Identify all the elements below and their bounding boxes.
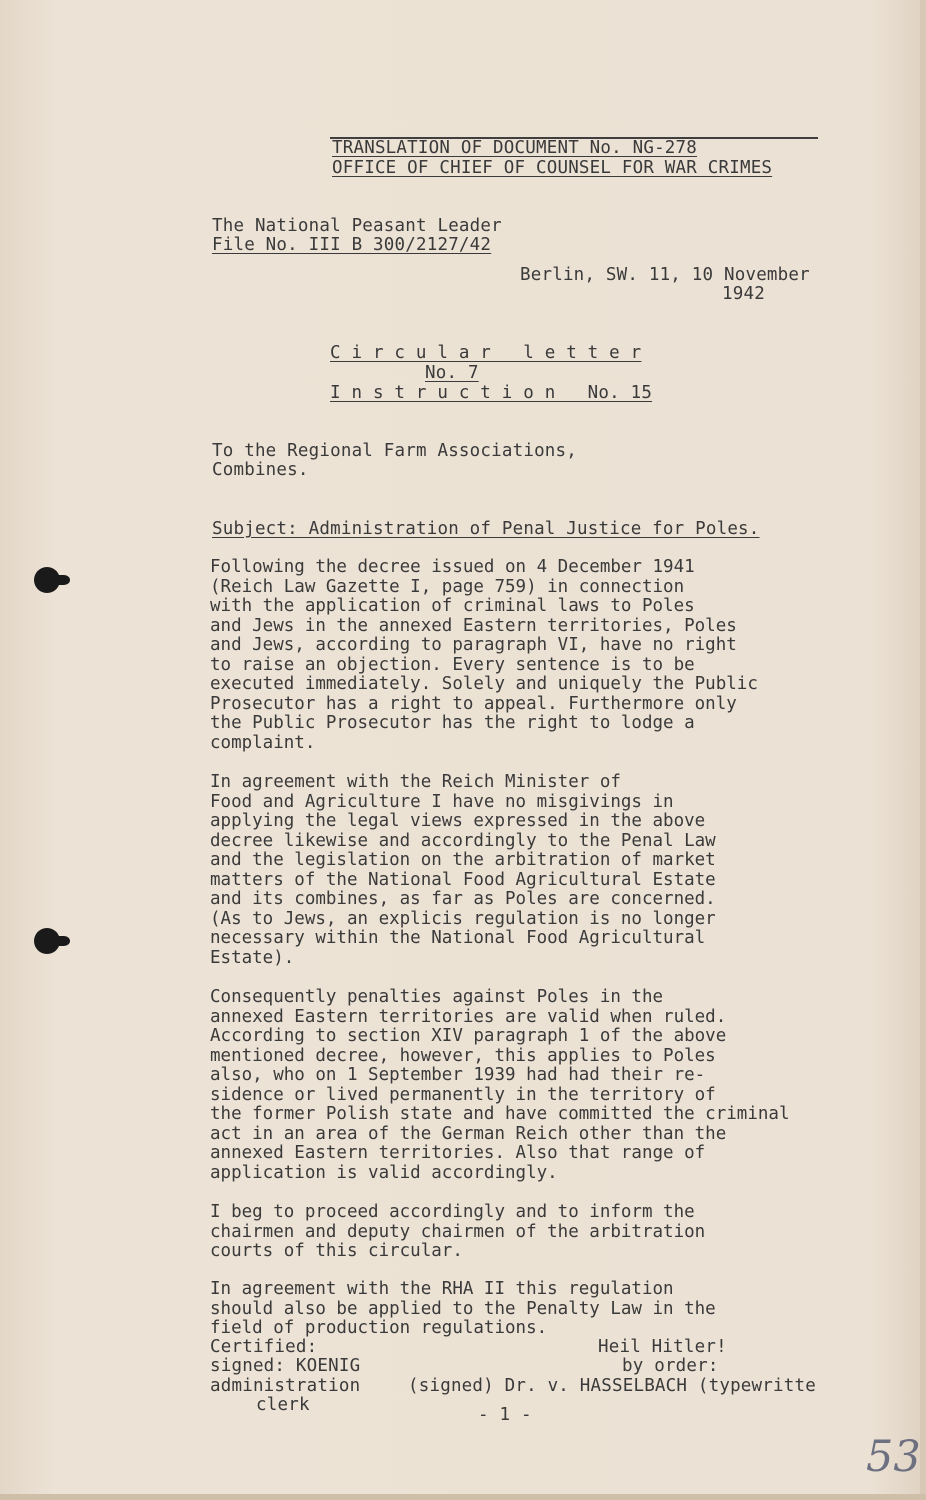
sender-line-1: The National Peasant Leader: [212, 216, 502, 236]
place-date-line-2: 1942: [722, 284, 765, 304]
punch-hole-bottom: [34, 928, 60, 954]
place-date-line-1: Berlin, SW. 11, 10 November: [520, 265, 810, 285]
by-order: by order:: [622, 1356, 719, 1376]
page-marker: - 1 -: [478, 1405, 532, 1425]
certified-label: Certified:: [210, 1337, 318, 1357]
title-number: No. 7: [425, 363, 479, 383]
body-paragraph-4: I beg to proceed accordingly and to inform the chairmen and deputy chairmen of the arbitration courts of this circular.: [210, 1202, 706, 1261]
clerk-role-line-2: clerk: [256, 1395, 310, 1415]
title-circular-letter: C i r c u l a r l e t t e r: [330, 343, 642, 363]
subject-line: Subject: Administration of Penal Justice for Poles.: [212, 519, 760, 539]
punch-hole-top: [34, 567, 60, 593]
signer-line: (signed) Dr. v. HASSELBACH (typewritte: [408, 1376, 816, 1396]
clerk-role-line-1: administration: [210, 1376, 361, 1396]
body-paragraph-3: Consequently penalties against Poles in the annexed Eastern territories are valid when ruled. According to section XIV paragraph 1 of the above mentioned decree, however, this applies to Poles also, who on 1 September 1939 had had their re- sidence or lived permanently in the territory of the former Polish state and have committed the criminal act in an area of the German Reich other than the annexed Eastern territories. Also that range of application is valid accordingly.: [210, 987, 790, 1183]
signed-koenig: signed: KOENIG: [210, 1356, 361, 1376]
salute: Heil Hitler!: [598, 1337, 727, 1357]
recipient-line-1: To the Regional Farm Associations,: [212, 441, 578, 461]
recipient-line-2: Combines.: [212, 460, 309, 480]
title-instruction: I n s t r u c t i o n No. 15: [330, 383, 653, 403]
page-edge-right: [920, 0, 926, 1500]
header-line-1: TRANSLATION OF DOCUMENT No. NG-278: [332, 138, 698, 158]
header-line-2: OFFICE OF CHIEF OF COUNSEL FOR WAR CRIMES: [332, 158, 773, 178]
body-paragraph-2: In agreement with the Reich Minister of Food and Agriculture I have no misgivings in applying the legal views expressed in the above decree likewise and accordingly to the Penal Law and the legislation on the arbitration of market matters of the National Food Agricultural Estate and its combines, as far as Poles are concerned. (As to Jews, an explicis regulation is no longer necessary within the National Food Agricultural Estate).: [210, 772, 716, 968]
file-number: File No. III B 300/2127/42: [212, 235, 492, 255]
handwritten-page-number: 53: [866, 1432, 921, 1482]
page-edge-bottom: [0, 1494, 926, 1500]
body-paragraph-5: In agreement with the RHA II this regulation should also be applied to the Penalty Law in the field of production regulations.: [210, 1279, 716, 1338]
body-paragraph-1: Following the decree issued on 4 December 1941 (Reich Law Gazette I, page 759) in connection with the application of criminal laws to Poles and Jews in the annexed Eastern territories, Poles and Jews, according to paragraph VI, have no right to raise an objection. Every sentence is to be executed immediately. Solely and uniquely the Public Prosecutor has a right to appeal. Furthermore only the Public Prosecutor has the right to lodge a complaint.: [210, 557, 758, 753]
